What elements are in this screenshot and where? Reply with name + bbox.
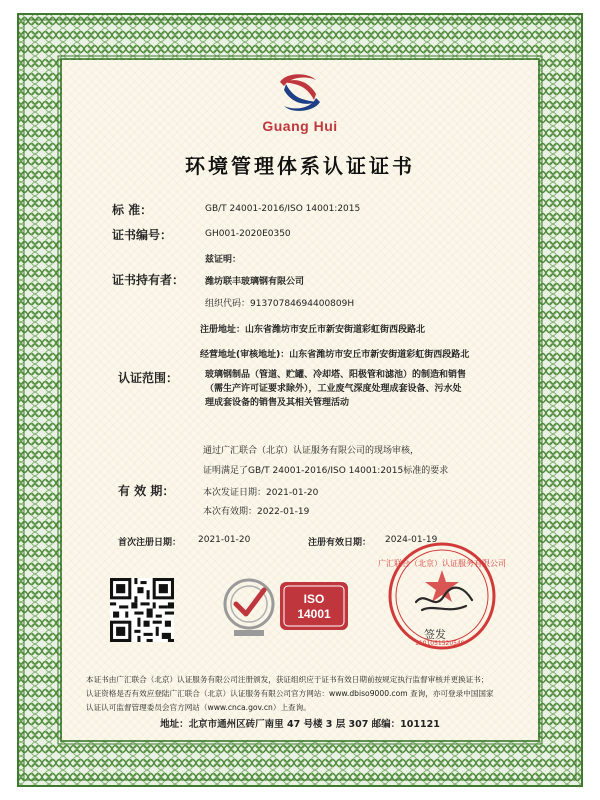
certification-mark-icon [222, 574, 276, 638]
sign-label: 签发 [424, 628, 446, 641]
registration-expiry-value: 2024-01-19 [385, 535, 438, 545]
svg-text:广汇联合（北京）认证服务有限公司: 广汇联合（北京）认证服务有限公司 [378, 559, 506, 568]
audit-statement-1: 通过广汇联合（北京）认证服务有限公司的现场审核， [203, 446, 420, 456]
standard-value: GB/T 24001-2016/ISO 14001:2015 [205, 204, 361, 214]
holder-value: 潍坊联丰玻璃钢有限公司 [205, 277, 305, 287]
registered-address: 注册地址：山东省潍坊市安丘市新安街道彩虹街西段路北 [200, 325, 426, 335]
footer-line-1: 本证书由广汇联合（北京）认证服务有限公司注册颁发，获证组织应于证书有效日期前按规定执行监督审核并更换证书； [86, 675, 489, 684]
iso-badge-bottom-text: 14001 [297, 607, 331, 621]
org-code: 组织代码：9137078469440080​9H [205, 299, 355, 309]
standard-label: 标 准： [112, 203, 153, 217]
first-registration-value: 2021-01-20 [198, 535, 251, 545]
audit-statement-2: 证明满足了GB/T 24001-2016/ISO 14001:2015标准的要求 [203, 466, 449, 476]
holder-label: 证书持有者： [112, 273, 185, 287]
iso-badge-top-text: ISO [303, 592, 325, 606]
expiry-date: 本次有效期：2022-01-19 [203, 507, 310, 517]
first-registration-label: 首次注册日期： [118, 538, 182, 548]
sub-cert-label: 兹证明： [205, 255, 242, 265]
scope-line-2: （需生产许可证要求除外），工业废气深度处理成套设备、污水处 [205, 384, 462, 394]
validity-label: 有 效 期： [118, 484, 175, 498]
guang-hui-logo-icon [272, 70, 328, 116]
qr-code-icon [110, 578, 174, 642]
scope-label: 认证范围： [118, 371, 179, 385]
operating-address: 经营地址(审核地址)：山东省潍坊市安丘市新安街道彩虹街西段路北 [200, 350, 470, 360]
footer-address: 地址：北京市通州区砖厂南里 47 号楼 3 层 307 邮编：101121 [160, 719, 440, 730]
cert-no-value: GH001-2020E0350 [205, 229, 291, 239]
scope-line-1: 玻璃钢制品（管道、贮罐、冷却塔、阳极管和滤池）的制造和销售 [205, 370, 467, 380]
seal-number: 1101051520549 [415, 640, 465, 647]
footer-line-3: 认证认可监督管理委员会官方网站（www.cnca.gov.cn）上查询。 [86, 703, 311, 712]
footer-line-2: 认证资格是否有效应登陆广汇联合（北京）认证服务有限公司官方网站：www.dbiso9000.com 查询，亦可登录中国国家 [86, 689, 494, 698]
issue-date: 本次发证日期：2021-01-20 [203, 488, 319, 498]
cert-no-label: 证书编号： [112, 228, 173, 242]
registration-expiry-label: 注册有效日期： [308, 538, 372, 548]
logo-text: Guang Hui [262, 118, 338, 134]
scope-line-3: 理成套设备的销售及其相关管理活动 [205, 398, 350, 408]
iso-14001-badge-icon [278, 578, 350, 634]
certificate-title: 环境管理体系认证证书 [185, 154, 415, 178]
